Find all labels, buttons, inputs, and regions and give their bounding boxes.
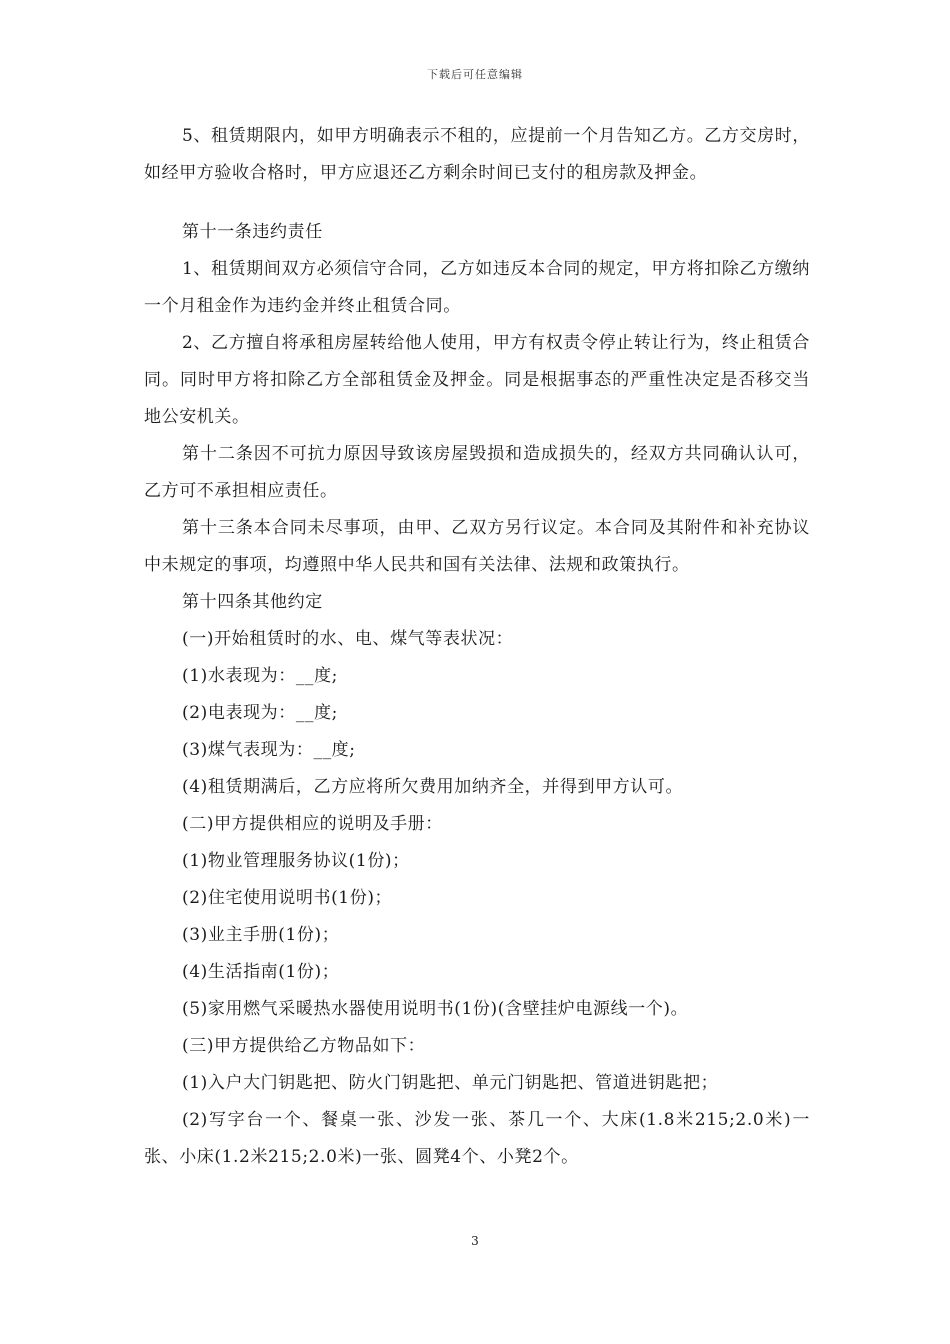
list-section-three: (三)甲方提供给乙方物品如下： xyxy=(182,1036,426,1056)
list-item: (2)电表现为：__度; xyxy=(182,703,339,723)
list-section-two: (二)甲方提供相应的说明及手册： xyxy=(182,814,443,834)
document-body xyxy=(144,118,810,1176)
paragraph-clause-13: 第十三条本合同未尽事项，由甲、乙双方另行议定。本合同及其附件和补充协议中未规定的事项，均遵照中华人民共和国有关法律、法规和政策执行。 xyxy=(144,518,810,575)
page-header: 下载后可任意编辑 xyxy=(427,68,523,81)
list-item: (3)业主手册(1份)； xyxy=(182,925,340,945)
paragraph-clause-12: 第十二条因不可抗力原因导致该房屋毁损和造成损失的，经双方共同确认认可，乙方可不承担相应责任。 xyxy=(144,444,810,501)
paragraph-clause-10-item-5: 5、租赁期限内，如甲方明确表示不租的，应提前一个月告知乙方。乙方交房时，如经甲方验收合格时，甲方应退还乙方剩余时间已支付的租房款及押金。 xyxy=(144,126,810,183)
heading-clause-11: 第十一条违约责任 xyxy=(182,222,323,242)
list-section-one: (一)开始租赁时的水、电、煤气等表状况： xyxy=(182,629,514,649)
heading-clause-14: 第十四条其他约定 xyxy=(182,592,323,612)
list-item: (4)生活指南(1份)； xyxy=(182,962,340,982)
paragraph-clause-11-item-2: 2、乙方擅自将承租房屋转给他人使用，甲方有权责令停止转让行为，终止租赁合同。同时甲方将扣除乙方全部租赁金及押金。同是根据事态的严重性决定是否移交当地公安机关。 xyxy=(144,333,810,427)
list-item: (2)住宅使用说明书(1份)； xyxy=(182,888,393,908)
list-item: (5)家用燃气采暖热水器使用说明书(1份)(含壁挂炉电源线一个)。 xyxy=(182,999,689,1019)
paragraph-clause-11-item-1: 1、租赁期间双方必须信守合同，乙方如违反本合同的规定，甲方将扣除乙方缴纳一个月租金作为违约金并终止租赁合同。 xyxy=(144,259,810,316)
list-item: (3)煤气表现为：__度; xyxy=(182,740,356,760)
list-item: (2)写字台一个、餐桌一张、沙发一张、茶几一个、大床(1.8米215;2.0米)一张、小床(1.2米215;2.0米)一张、圆凳4个、小凳2个。 xyxy=(144,1110,810,1167)
paragraph-gap xyxy=(144,192,810,214)
page-number: 3 xyxy=(471,1234,479,1248)
list-item: (4)租赁期满后，乙方应将所欠费用加纳齐全，并得到甲方认可。 xyxy=(182,777,684,797)
list-item: (1)入户大门钥匙把、防火门钥匙把、单元门钥匙把、管道进钥匙把； xyxy=(182,1073,719,1093)
list-item: (1)水表现为：__度; xyxy=(182,666,339,686)
list-item: (1)物业管理服务协议(1份)； xyxy=(182,851,410,871)
